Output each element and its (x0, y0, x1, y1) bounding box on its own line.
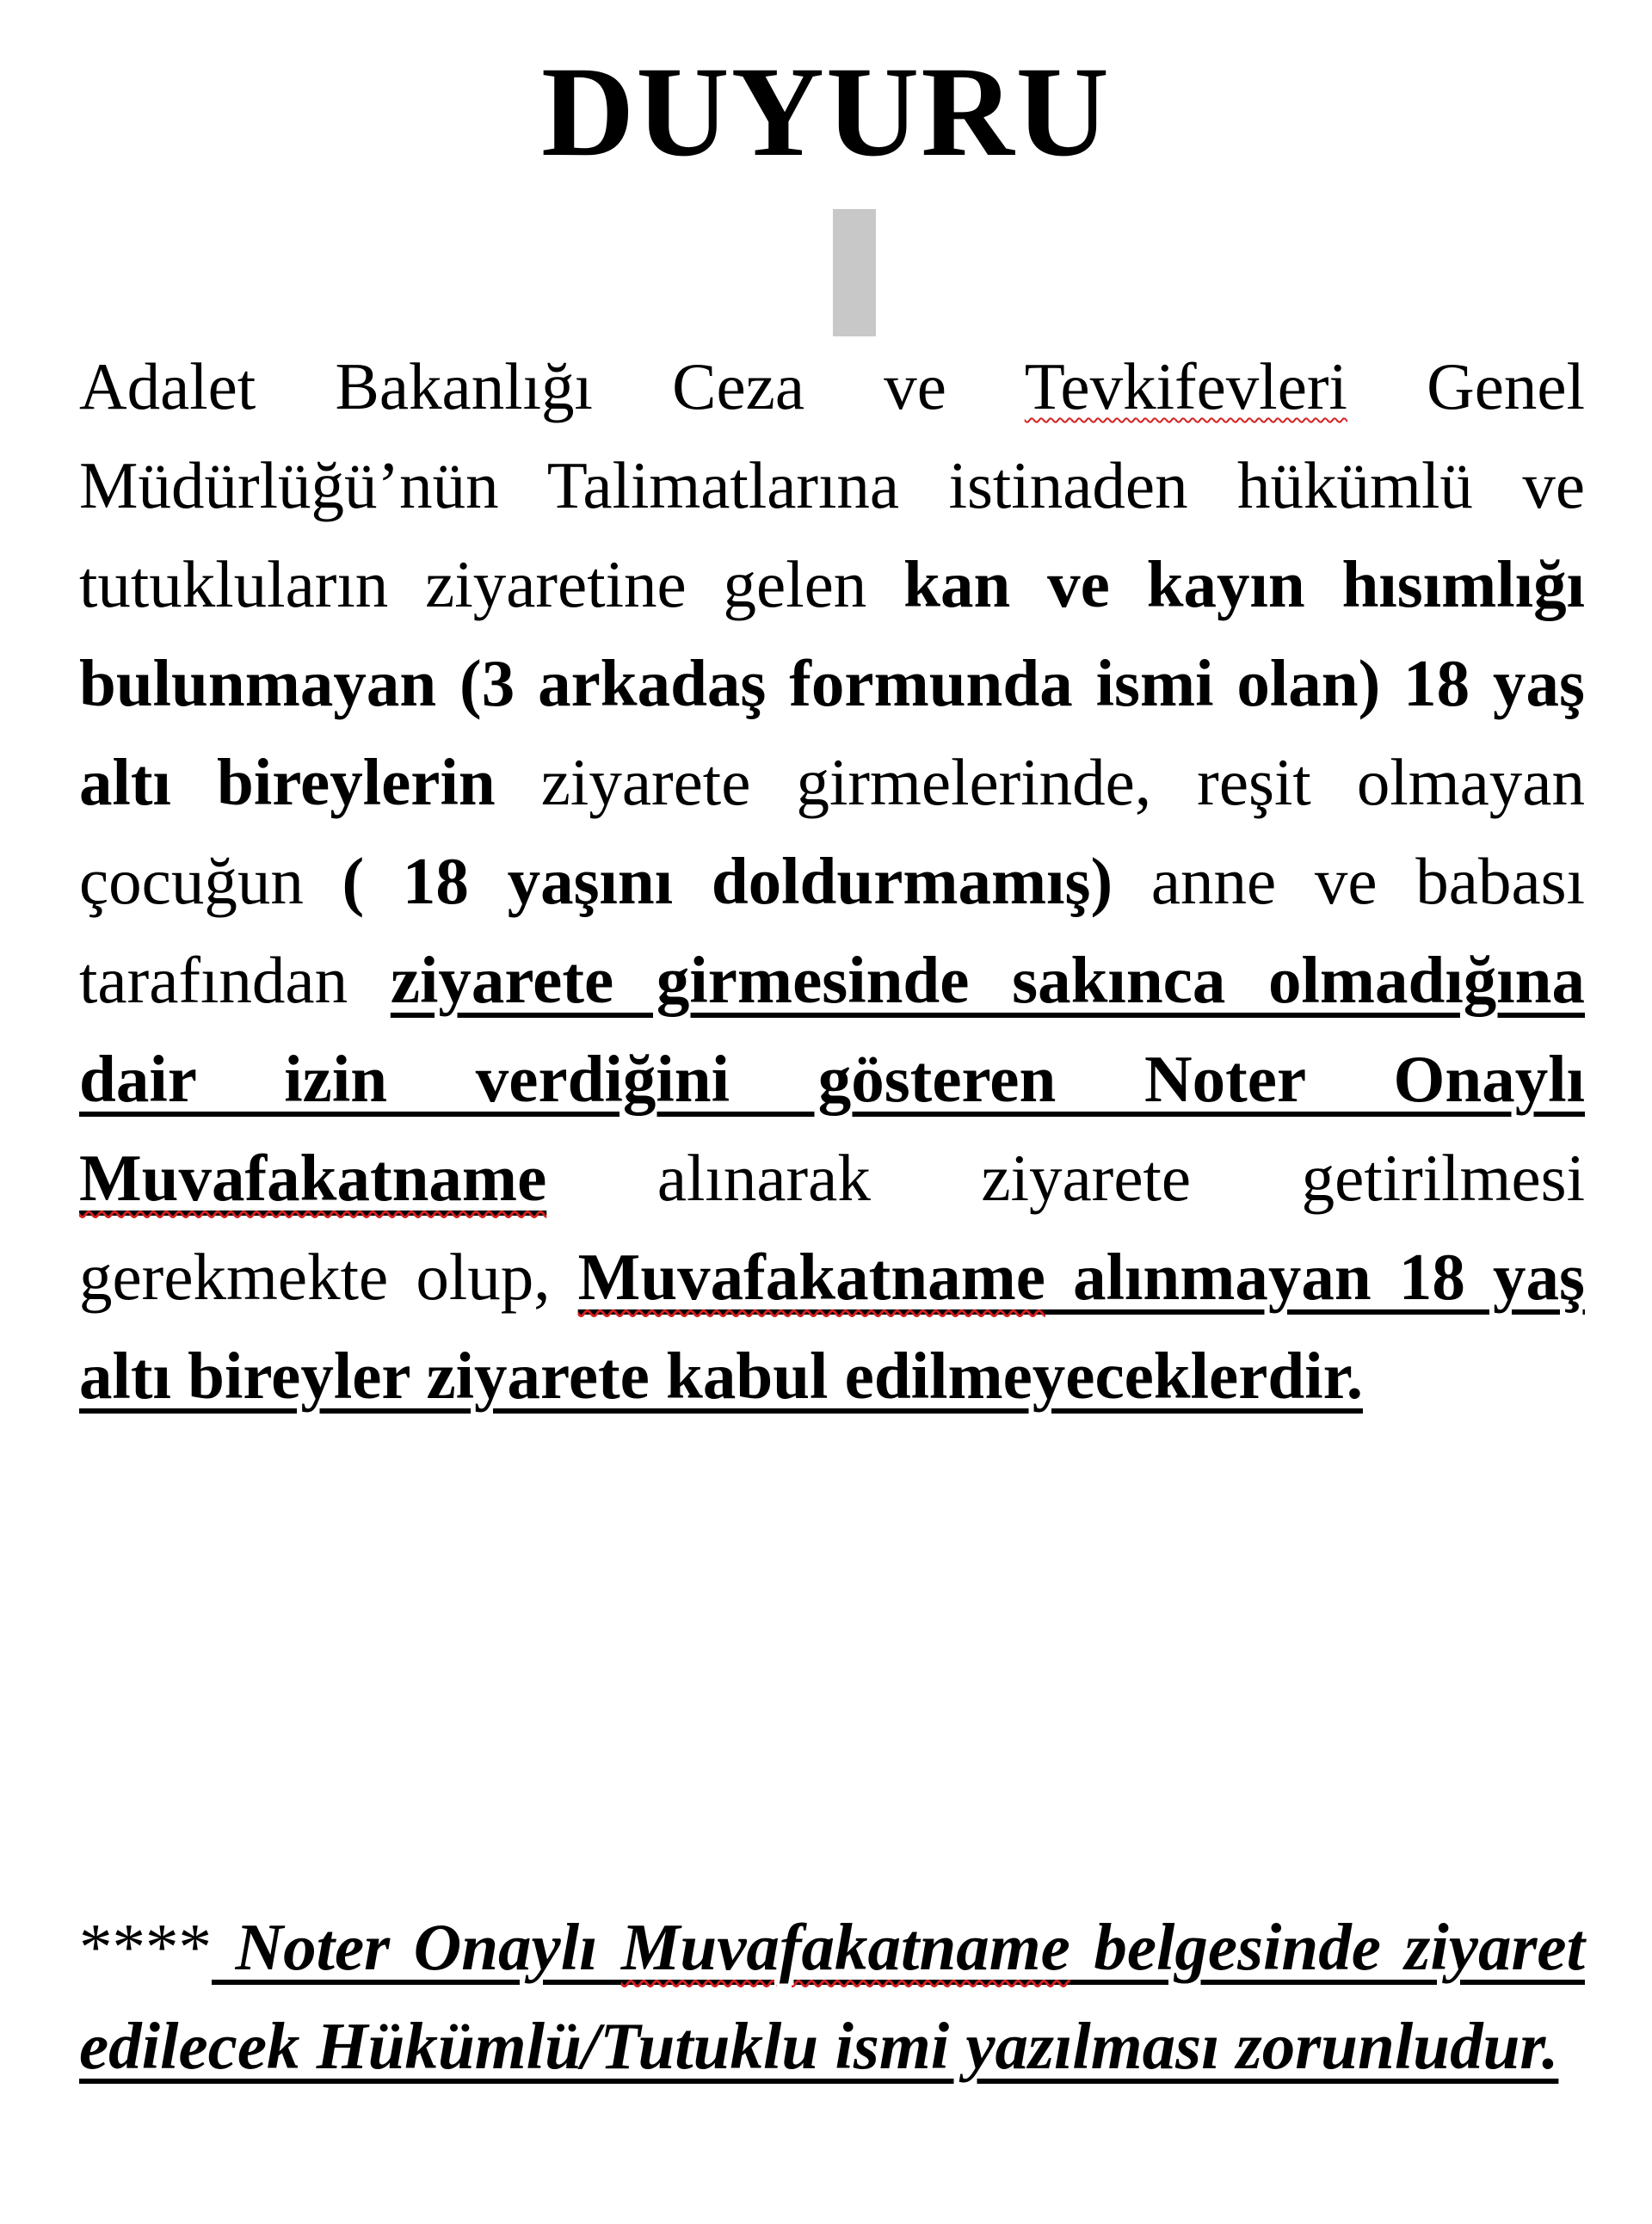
bold-segment: ( 18 yaşını doldurmamış) (342, 844, 1113, 918)
bold-underlined-segment: ziyarete girmesinde sakınca olmadığına dair izin verdiğini gösteren Noter Onaylı (79, 943, 1585, 1116)
announcement-paragraph (79, 337, 1585, 1426)
footnote-paragraph (79, 1898, 1585, 2096)
bold-italic-underlined-segment (621, 1910, 1070, 1984)
note-asterisks: **** (79, 1910, 212, 1984)
bold-underlined-segment (578, 1240, 1045, 1314)
bold-underlined-segment: alınmayan 18 yaş altı bireyler ziyarete kabul edilmeyeceklerdir. (79, 1240, 1585, 1413)
paragraph-segment: anne ve babası tarafından (79, 844, 1585, 1017)
spellcheck-flagged-word: Muvafakatname (79, 1141, 547, 1215)
bold-segment: kan ve kayın hısımlığı bulunmayan (3 arkadaş formunda ismi olan) 18 yaş altı bireylerin (79, 547, 1585, 819)
spellcheck-flagged-word: Muvafakatname (620, 1910, 1070, 1984)
bold-italic-underlined-segment: Noter Onaylı (212, 1910, 621, 1984)
paragraph-segment: ziyarete girmelerinde, reşit olmayan çocuğun (79, 745, 1585, 918)
bold-italic-underlined-segment: belgesinde ziyaret edilecek Hükümlü/Tutuklu ismi yazılması zorunludur. (79, 1910, 1585, 2083)
paragraph-segment: Adalet Bakanlığı Ceza ve (79, 349, 1025, 423)
spellcheck-flagged-word: Tevkifevleri (1024, 349, 1347, 423)
paragraph-segment: alınarak ziyarete getirilmesi gerekmekte olup, (79, 1141, 1585, 1314)
spellcheck-flagged-word: Muvafakatname (577, 1240, 1045, 1314)
page-title: DUYURU (541, 40, 1111, 183)
text-cursor-highlight (833, 209, 876, 336)
paragraph-segment: Genel Müdürlüğü’nün Talimatlarına istinaden hükümlü ve tutukluların ziyaretine gelen (79, 349, 1585, 621)
bold-underlined-segment (79, 1141, 546, 1215)
